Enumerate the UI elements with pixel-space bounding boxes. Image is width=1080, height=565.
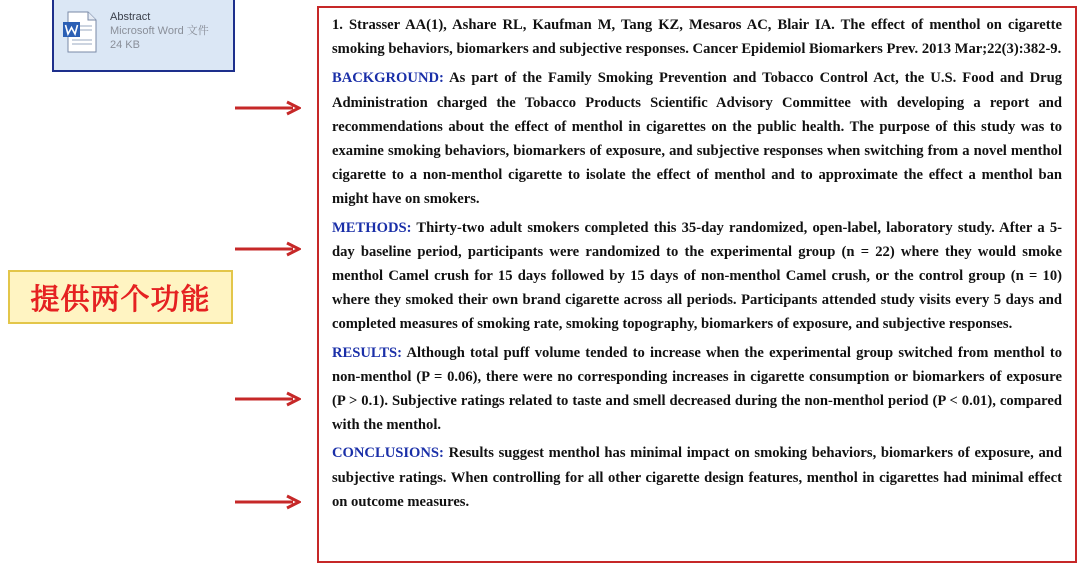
section-heading: METHODS: [332, 219, 412, 236]
callout-label: 提供两个功能 [8, 270, 233, 324]
file-type: Microsoft Word 文件 [110, 25, 209, 37]
section-heading: RESULTS: [332, 344, 403, 361]
arrow-right-icon [235, 391, 301, 407]
file-name: Abstract [110, 11, 151, 23]
section-text: Although total puff volume tended to increase when the experimental group switched from menthol to non-menthol (P = 0.06), there were no corresponding increases in cigarette consumption or biomarkers of exposure (P > 0.1). Subjective ratings related to taste and smell decreased during the non-menthol period (P < 0.01), compared with the menthol. [332, 344, 1063, 434]
section-heading: BACKGROUND: [332, 70, 444, 87]
citation: 1. Strasser AA(1), Ashare RL, Kaufman M, Tang KZ, Mesaros AC, Blair IA. The effect of menthol on cigarette smoking behaviors, biomarkers and subjective responses. Cancer Epidemiol Biomarkers Prev. 2013 Mar;22(3):382-9. [332, 17, 1062, 58]
section-results [332, 341, 1062, 438]
abstract-box [317, 6, 1077, 563]
file-attachment[interactable] [52, 0, 235, 72]
arrow-right-icon [235, 100, 301, 116]
section-background [332, 66, 1062, 211]
arrow-right-icon [235, 241, 301, 257]
section-heading: CONCLUSIONS: [332, 445, 444, 462]
word-document-icon [62, 10, 98, 54]
arrow-right-icon [235, 494, 301, 510]
file-size: 24 KB [110, 39, 140, 51]
section-methods [332, 216, 1062, 337]
section-text: As part of the Family Smoking Prevention and Tobacco Control Act, the U.S. Food and Drug Administration charged the Tobacco Products Scientific Advisory Committee with developing a report and recommendations about the effect of menthol in cigarettes on the public health. The purpose of this study was to examine smoking behaviors, biomarkers of exposure, and subjective responses when switching from a novel menthol cigarette to a non-menthol cigarette to isolate the effect of menthol and to approximate the effect a menthol ban might have on smokers. [332, 70, 1062, 208]
section-text: Thirty-two adult smokers completed this 35-day randomized, open-label, laboratory study. After a 5-day baseline period, participants were randomized to the experimental group (n = 22) where they would smoke menthol Camel crush for 15 days followed by 15 days of non-menthol Camel crush, or the control group (n = 10) where they smoked their own brand cigarette across all periods. Participants attended study visits every 5 days and completed measures of smoking rate, smoking topography, biomarkers of exposure, and subjective responses. [332, 219, 1062, 333]
section-text: Results suggest menthol has minimal impact on smoking behaviors, biomarkers of exposure, and subjective ratings. When controlling for all other cigarette design features, menthol in cigarettes had minimal effect on outcome measures. [332, 445, 1062, 510]
section-conclusions [332, 441, 1062, 514]
